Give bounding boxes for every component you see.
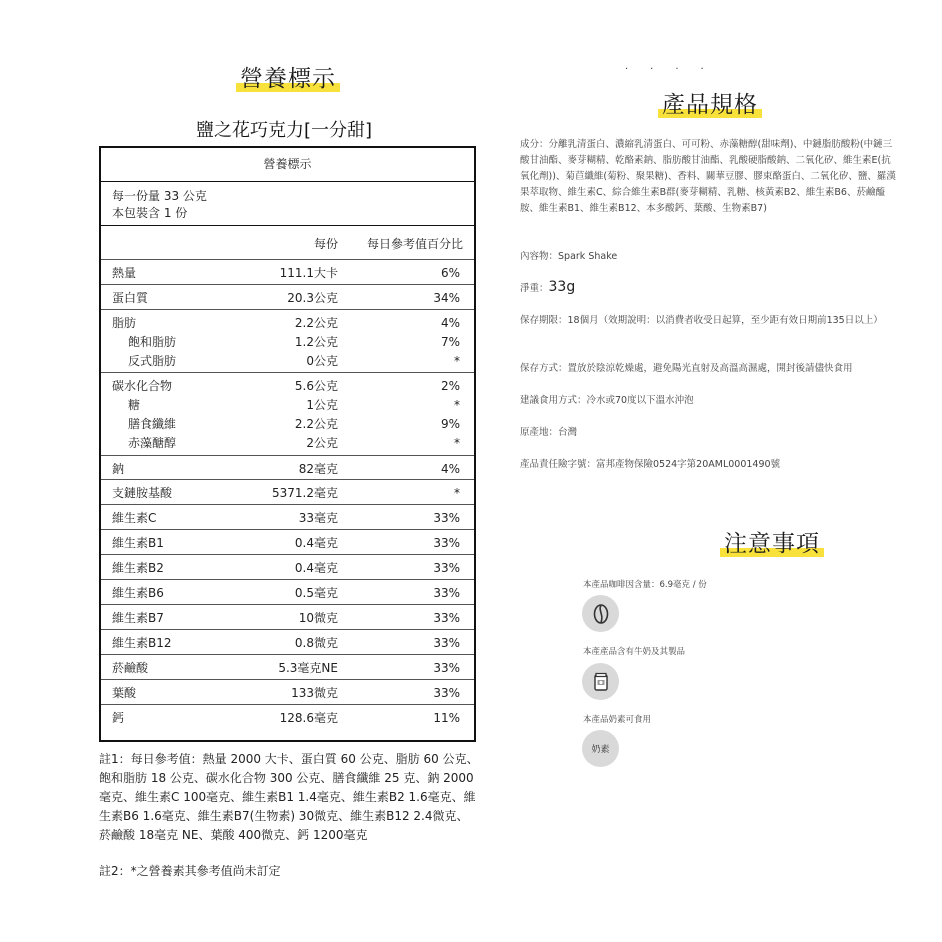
nutrient-row xyxy=(101,659,474,678)
nutrient-amount: 20.3公克 xyxy=(287,291,338,305)
row-divider xyxy=(101,504,474,505)
row-divider xyxy=(101,554,474,555)
nutrient-row xyxy=(101,684,474,703)
spec-ingredients: 成分：分離乳清蛋白、濃縮乳清蛋白、可可粉、赤藻糖醇(甜味劑)、中鏈脂肪酸粉(中鏈三酸甘油酯、麥芽糊精、乾酪素鈉、脂肪酸甘油酯、乳酸硬脂酸鈉、二氧化矽、維生素E(抗氧化劑))、菊苣纖維(菊粉、聚果糖)、香料、關華豆膠、膠束酪蛋白、二氧化矽、鹽、羅漢果萃取物、維生素C、綜合維生素B群(麥芽糊精、乳糖、核黃素B2、維生素B6、菸鹼醯胺、維生素B1、維生素B12、本多酸鈣、葉酸、生物素B7) xyxy=(520,139,896,214)
nutrient-row xyxy=(101,434,474,453)
nutrient-row xyxy=(101,559,474,578)
nutrient-amount: 1公克 xyxy=(306,398,338,412)
nutrient-daily-pct: 9% xyxy=(440,417,460,431)
col-per-serving: 每份 xyxy=(313,237,338,251)
row-divider xyxy=(101,284,474,285)
milk-carton-icon xyxy=(582,663,619,700)
nutrient-rows xyxy=(101,148,474,740)
nutrient-row xyxy=(101,484,474,503)
nutrient-amount: 0.8微克 xyxy=(294,636,338,650)
nutrient-daily-pct: 33% xyxy=(433,686,460,700)
serving-size: 每一份量 33 公克 xyxy=(112,189,207,203)
nutrient-amount: 0.4毫克 xyxy=(294,536,338,550)
nutrient-daily-pct: 33% xyxy=(433,511,460,525)
nutrient-row xyxy=(101,584,474,603)
nutrient-daily-pct: 4% xyxy=(440,316,460,330)
nutrient-amount: 5.6公克 xyxy=(294,379,338,393)
nutrient-daily-pct: 33% xyxy=(433,636,460,650)
nutrient-name: 碳水化合物 xyxy=(112,379,173,393)
row-divider xyxy=(101,629,474,630)
nutrient-row xyxy=(101,264,474,283)
panel-title: 營養標示 xyxy=(101,148,474,182)
nutrient-row xyxy=(101,609,474,628)
nutrient-row xyxy=(101,415,474,434)
nutrient-name: 反式脂肪 xyxy=(128,354,177,368)
nutrient-row xyxy=(101,709,474,728)
nutrient-name: 維生素B2 xyxy=(112,561,164,575)
col-daily-value: 每日參考值百分比 xyxy=(366,237,463,251)
contents-value: Spark Shake xyxy=(558,251,618,262)
nutrient-name: 維生素C xyxy=(112,511,157,525)
row-divider xyxy=(101,604,474,605)
contents-label: 內容物： xyxy=(520,251,559,262)
nutrient-row xyxy=(101,509,474,528)
nutrient-row xyxy=(101,377,474,396)
spec-storage: 保存方式：置放於陰涼乾燥處，避免陽光直射及高溫高濕處，開封後請儘快食用 xyxy=(520,363,853,374)
nutrient-name: 維生素B12 xyxy=(112,636,172,650)
notice-milk: 本產產品含有牛奶及其製品 xyxy=(583,647,686,657)
row-divider xyxy=(101,704,474,705)
nutrient-name: 糖 xyxy=(128,398,141,412)
row-divider xyxy=(101,259,474,260)
nutrient-daily-pct: * xyxy=(454,398,460,412)
row-divider xyxy=(101,372,474,373)
nutrient-row xyxy=(101,634,474,653)
footnote-undefined: 註2：*之營養素其參考值尚未訂定 xyxy=(99,864,281,878)
nutrient-daily-pct: 33% xyxy=(433,586,460,600)
nutrient-amount: 10微克 xyxy=(298,611,338,625)
nutrient-amount: 2公克 xyxy=(306,436,338,450)
row-divider xyxy=(101,654,474,655)
nutrition-heading: 營養標示 xyxy=(240,60,336,93)
decorative-dots: ···· xyxy=(625,64,726,75)
nutrition-panel xyxy=(99,146,476,742)
nutrient-amount: 33毫克 xyxy=(298,511,338,525)
lacto-vegetarian-badge xyxy=(582,730,619,767)
nutrient-row xyxy=(101,352,474,371)
nutrient-name: 維生素B1 xyxy=(112,536,164,550)
notice-heading: 注意事項 xyxy=(724,525,820,558)
nutrient-name: 維生素B6 xyxy=(112,586,164,600)
row-divider xyxy=(101,679,474,680)
nutrient-name: 赤藻醣醇 xyxy=(128,436,177,450)
badge-label: 奶素 xyxy=(591,745,610,755)
nutrient-name: 菸鹼酸 xyxy=(112,661,149,675)
nutrient-daily-pct: * xyxy=(454,486,460,500)
notice-caffeine: 本產品咖啡因含量：6.9毫克 / 份 xyxy=(583,580,707,590)
nutrient-amount: 133微克 xyxy=(291,686,338,700)
nutrient-daily-pct: 33% xyxy=(433,661,460,675)
nutrient-amount: 0公克 xyxy=(306,354,338,368)
nutrient-amount: 5371.2毫克 xyxy=(272,486,338,500)
row-divider xyxy=(101,455,474,456)
nutrient-row xyxy=(101,534,474,553)
nutrient-name: 維生素B7 xyxy=(112,611,164,625)
spec-heading: 產品規格 xyxy=(662,86,758,119)
nutrient-daily-pct: 7% xyxy=(440,335,460,349)
nutrient-row xyxy=(101,333,474,352)
nutrient-daily-pct: 11% xyxy=(433,711,460,725)
nutrient-daily-pct: 6% xyxy=(440,266,460,280)
nutrient-name: 脂肪 xyxy=(112,316,137,330)
nutrient-name: 支鏈胺基酸 xyxy=(112,486,173,500)
nutrient-daily-pct: * xyxy=(454,436,460,450)
product-name: 鹽之花巧克力[一分甜] xyxy=(196,120,373,141)
weight-label: 淨重： xyxy=(520,283,549,294)
nutrient-name: 飽和脂肪 xyxy=(128,335,177,349)
nutrient-name: 膳食纖維 xyxy=(128,417,177,431)
spec-insurance: 產品責任險字號：富邦產物保險0524字第20AML0001490號 xyxy=(520,459,781,470)
nutrient-row xyxy=(101,396,474,415)
nutrient-daily-pct: * xyxy=(454,354,460,368)
footnote-daily-values: 註1：每日參考值：熱量 2000 大卡、蛋白質 60 公克、脂肪 60 公克、飽和脂肪 18 公克、碳水化合物 300 公克、膳食纖維 25 克、鈉 2000 毫克、維生素C 100毫克、維生素B1 1.4毫克、維生素B2 1.6毫克、維生素B6 1.6毫克、維生素B7(生物素) 30微克、維生素B12 2.4微克、菸鹼酸 18毫克 NE、葉酸 400微克、鈣 1200毫克 xyxy=(99,752,479,842)
row-divider xyxy=(101,579,474,580)
nutrient-row xyxy=(101,460,474,479)
spec-origin: 原產地：台灣 xyxy=(520,427,578,438)
coffee-bean-icon xyxy=(582,595,619,632)
nutrient-daily-pct: 2% xyxy=(440,379,460,393)
nutrient-amount: 111.1大卡 xyxy=(279,266,338,280)
row-divider xyxy=(101,479,474,480)
spec-contents xyxy=(520,249,900,265)
nutrient-amount: 0.4毫克 xyxy=(294,561,338,575)
nutrient-daily-pct: 33% xyxy=(433,561,460,575)
nutrient-amount: 2.2公克 xyxy=(294,417,338,431)
nutrient-daily-pct: 34% xyxy=(433,291,460,305)
nutrient-daily-pct: 33% xyxy=(433,611,460,625)
weight-value: 33g xyxy=(548,279,576,295)
nutrient-amount: 128.6毫克 xyxy=(279,711,338,725)
nutrient-name: 蛋白質 xyxy=(112,291,149,305)
nutrient-amount: 5.3毫克NE xyxy=(278,661,338,675)
nutrient-amount: 0.5毫克 xyxy=(294,586,338,600)
spec-weight xyxy=(520,279,900,297)
row-divider xyxy=(101,529,474,530)
notice-vegetarian: 本產品奶素可食用 xyxy=(583,715,652,725)
spec-usage: 建議食用方式：冷水或70度以下溫水沖泡 xyxy=(520,395,694,406)
nutrient-row xyxy=(101,314,474,333)
nutrient-daily-pct: 4% xyxy=(440,462,460,476)
nutrient-row xyxy=(101,289,474,308)
servings-per-pack: 本包裝含 1 份 xyxy=(112,206,188,220)
nutrient-name: 鈉 xyxy=(112,462,125,476)
nutrient-amount: 1.2公克 xyxy=(294,335,338,349)
nutrient-name: 鈣 xyxy=(112,711,125,725)
nutrient-amount: 2.2公克 xyxy=(294,316,338,330)
nutrient-amount: 82毫克 xyxy=(298,462,338,476)
nutrient-name: 熱量 xyxy=(112,266,137,280)
nutrient-daily-pct: 33% xyxy=(433,536,460,550)
spec-expiry: 保存期限：18個月（效期說明：以消費者收受日起算，至少距有效日期前135日以上） xyxy=(520,315,883,326)
nutrient-name: 葉酸 xyxy=(112,686,137,700)
row-divider xyxy=(101,309,474,310)
